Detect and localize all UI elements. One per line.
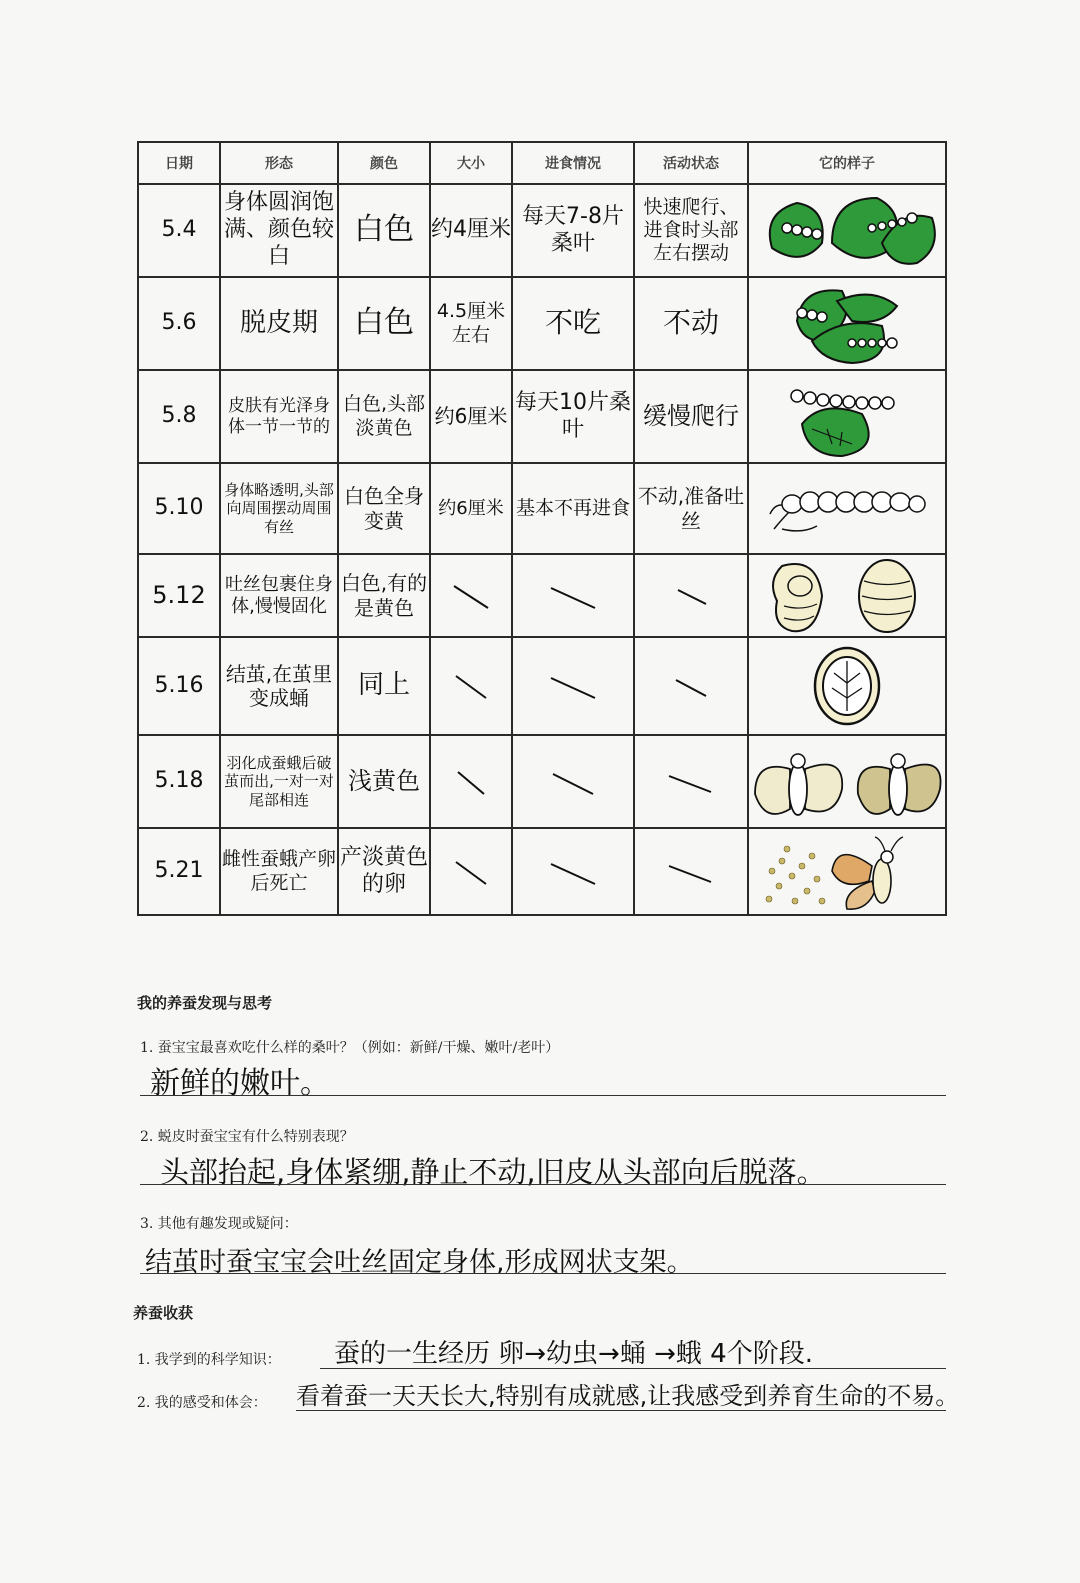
discovery-answer-1: 新鲜的嫩叶。 bbox=[150, 1066, 330, 1101]
moths-drawing bbox=[748, 735, 946, 828]
harvest-title: 养蚕收获 bbox=[133, 1304, 194, 1322]
row-color: 白色全身变黄 bbox=[338, 463, 430, 554]
row-activity-dash bbox=[634, 828, 748, 915]
row-eating-dash bbox=[512, 637, 634, 735]
row-date: 5.21 bbox=[138, 828, 220, 915]
discovery-question-3: 3. 其他有趣发现或疑问： bbox=[140, 1216, 298, 1232]
row-size: 约6厘米 bbox=[430, 463, 512, 554]
row-activity: 快速爬行、进食时头部左右摆动 bbox=[634, 184, 748, 277]
row-shape: 脱皮期 bbox=[220, 277, 338, 370]
row-shape: 吐丝包裹住身体,慢慢固化 bbox=[220, 554, 338, 637]
row-activity-dash bbox=[634, 554, 748, 637]
header-activity: 活动状态 bbox=[634, 142, 748, 184]
harvest-question-2: 2. 我的感受和体会： bbox=[137, 1395, 267, 1411]
row-activity-dash bbox=[634, 735, 748, 828]
row-color: 同上 bbox=[338, 637, 430, 735]
table-row bbox=[138, 828, 946, 915]
table-row bbox=[138, 554, 946, 637]
discovery-question-2: 2. 蜕皮时蚕宝宝有什么特别表现？ bbox=[140, 1129, 354, 1145]
row-date: 5.12 bbox=[138, 554, 220, 637]
table-row bbox=[138, 277, 946, 370]
row-shape: 身体圆润饱满、颜色较白 bbox=[220, 184, 338, 277]
row-color: 产淡黄色的卵 bbox=[338, 828, 430, 915]
row-date: 5.6 bbox=[138, 277, 220, 370]
row-shape: 皮肤有光泽身体一节一节的 bbox=[220, 370, 338, 463]
discovery-answer-3: 结茧时蚕宝宝会吐丝固定身体,形成网状支架。 bbox=[145, 1247, 694, 1278]
row-eating: 每天10片桑叶 bbox=[512, 370, 634, 463]
header-size: 大小 bbox=[430, 142, 512, 184]
row-shape: 雌性蚕蛾产卵后死亡 bbox=[220, 828, 338, 915]
table-row bbox=[138, 370, 946, 463]
row-shape: 羽化成蚕蛾后破茧而出,一对一对尾部相连 bbox=[220, 735, 338, 828]
row-color: 白色 bbox=[338, 184, 430, 277]
row-shape: 结茧,在茧里变成蛹 bbox=[220, 637, 338, 735]
row-date: 5.4 bbox=[138, 184, 220, 277]
row-activity: 缓慢爬行 bbox=[634, 370, 748, 463]
table-row bbox=[138, 735, 946, 828]
row-date: 5.18 bbox=[138, 735, 220, 828]
table-row bbox=[138, 184, 946, 277]
row-date: 5.16 bbox=[138, 637, 220, 735]
table-row bbox=[138, 463, 946, 554]
row-color: 浅黄色 bbox=[338, 735, 430, 828]
row-eating-dash bbox=[512, 828, 634, 915]
answer-line bbox=[296, 1410, 946, 1411]
row-size: 约4厘米 bbox=[430, 184, 512, 277]
header-picture: 它的样子 bbox=[748, 142, 946, 184]
row-date: 5.8 bbox=[138, 370, 220, 463]
caterpillar-on-leaf-drawing bbox=[748, 370, 946, 463]
cocoons-drawing bbox=[748, 554, 946, 637]
table-row bbox=[138, 637, 946, 735]
row-size-dash bbox=[430, 637, 512, 735]
header-shape: 形态 bbox=[220, 142, 338, 184]
row-color: 白色,有的是黄色 bbox=[338, 554, 430, 637]
row-shape: 身体略透明,头部向周围摆动周围有丝 bbox=[220, 463, 338, 554]
row-size: 4.5厘米左右 bbox=[430, 277, 512, 370]
row-eating: 不吃 bbox=[512, 277, 634, 370]
header-color: 颜色 bbox=[338, 142, 430, 184]
row-size-dash bbox=[430, 554, 512, 637]
moth-and-eggs-drawing bbox=[748, 828, 946, 915]
discovery-answer-2: 头部抬起,身体紧绷,静止不动,旧皮从头部向后脱落。 bbox=[160, 1155, 826, 1189]
row-color: 白色,头部淡黄色 bbox=[338, 370, 430, 463]
discovery-title: 我的养蚕发现与思考 bbox=[137, 994, 273, 1012]
spinning-caterpillar-drawing bbox=[748, 463, 946, 554]
row-activity-dash bbox=[634, 637, 748, 735]
header-eating: 进食情况 bbox=[512, 142, 634, 184]
header-date: 日期 bbox=[138, 142, 220, 184]
row-size-dash bbox=[430, 735, 512, 828]
caterpillars-on-leaves-drawing bbox=[748, 277, 946, 370]
answer-line bbox=[140, 1095, 946, 1096]
pupa-in-cocoon-drawing bbox=[748, 637, 946, 735]
row-eating-dash bbox=[512, 554, 634, 637]
table-header-row bbox=[138, 142, 946, 184]
caterpillars-on-leaves-drawing bbox=[748, 184, 946, 277]
row-color: 白色 bbox=[338, 277, 430, 370]
row-eating: 基本不再进食 bbox=[512, 463, 634, 554]
harvest-question-1: 1. 我学到的科学知识： bbox=[137, 1352, 281, 1368]
harvest-answer-2: 看着蚕一天天长大,特别有成就感,让我感受到养育生命的不易。 bbox=[296, 1382, 960, 1410]
observation-table bbox=[137, 141, 947, 916]
harvest-answer-1: 蚕的一生经历 卵→幼虫→蛹 →蛾 4个阶段. bbox=[334, 1339, 813, 1369]
row-activity: 不动,准备吐丝 bbox=[634, 463, 748, 554]
discovery-question-1: 1. 蚕宝宝最喜欢吃什么样的桑叶？（例如：新鲜/干燥、嫩叶/老叶） bbox=[140, 1040, 560, 1056]
row-size: 约6厘米 bbox=[430, 370, 512, 463]
row-activity: 不动 bbox=[634, 277, 748, 370]
answer-line bbox=[140, 1273, 946, 1274]
row-size-dash bbox=[430, 828, 512, 915]
row-eating-dash bbox=[512, 735, 634, 828]
answer-line bbox=[140, 1184, 946, 1185]
row-eating: 每天7-8片桑叶 bbox=[512, 184, 634, 277]
row-date: 5.10 bbox=[138, 463, 220, 554]
answer-line bbox=[320, 1368, 946, 1369]
